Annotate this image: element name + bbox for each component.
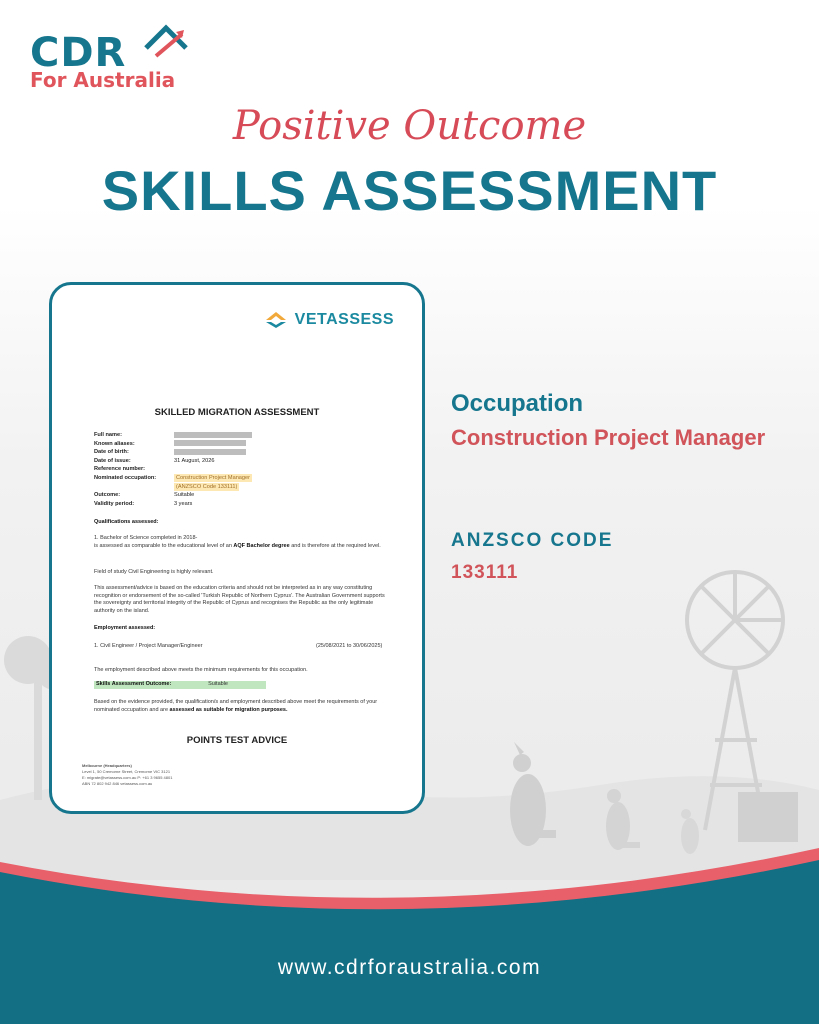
vetassess-mark-icon (265, 311, 287, 329)
field-row: Outcome: Suitable (94, 492, 195, 499)
page-title: SKILLS ASSESSMENT (101, 159, 718, 222)
field-row: Full name: (94, 431, 394, 440)
assessment-document-card (49, 282, 425, 814)
qualification-item: 1. Bachelor of Science completed in 2018- is assessed as comparable to the educational level of an AQF Bachelor degree and is therefore at the required level. (94, 535, 381, 549)
nominated-occupation-value: Construction Project Manager (176, 474, 250, 481)
outcome-row (94, 681, 390, 689)
conclusion-text: Based on the evidence provided, the qualification/s and employment described above meet the requirements of your nominated occupation and are assessed as suitable for migration purposes. (94, 699, 378, 713)
script-subtitle: Positive Outcome (232, 103, 587, 149)
field-row: Known aliases: (94, 440, 394, 449)
field-row: Reference number: (94, 466, 145, 473)
brand-name: CDR (30, 30, 127, 76)
footer-band (0, 840, 819, 1024)
document-footer-address: Melbourne (Headquarters) Level 1, 50 Cremorne Street, Cremorne VIC 3121 E: migrate@vetassess.com.au P: +61 3 9655 4801 ABN 72 802 942 846 vetassess.com.au (82, 763, 173, 786)
water-tank-icon (738, 792, 798, 842)
anzsco-label: ANZSCO CODE (451, 530, 614, 551)
disclaimer-text: This assessment/advice is based on the education criteria and should not be interpreted as in any way constituting recognition or endorsement of the so-called 'Turkish Republic of Northern Cyprus'. The Australian Government supports the sovereignty and territorial integrity of the Republic of Cyprus and recognises the Republic as the only legitimate authority on the island. (94, 585, 385, 614)
redacted-value (174, 449, 246, 455)
field-row: Nominated occupation: Construction Project Manager (94, 474, 250, 481)
brand-logo (30, 22, 190, 92)
redacted-value (174, 440, 246, 446)
field-row (94, 483, 394, 492)
applicant-fields (94, 431, 394, 508)
qualifications-section (94, 519, 390, 527)
employment-meets: The employment described above meets the minimum requirements for this occupation. (94, 667, 308, 673)
redacted-value (174, 432, 252, 438)
occupation-info (451, 390, 781, 453)
website-url[interactable]: www.cdrforaustralia.com (277, 956, 542, 979)
field-row: Date of birth: (94, 448, 394, 457)
employment-heading: Employment assessed: (94, 625, 156, 631)
points-test-heading: POINTS TEST ADVICE (186, 735, 288, 746)
field-of-study: Field of study Civil Engineering is highly relevant. (94, 569, 214, 575)
occupation-label: Occupation (451, 390, 584, 417)
anzsco-value: 133111 (451, 562, 519, 583)
document-heading: SKILLED MIGRATION ASSESSMENT (154, 407, 320, 418)
house-arrow-icon (142, 22, 190, 66)
field-row: Date of issue: 31 August, 2026 (94, 457, 215, 464)
vetassess-logo (265, 311, 394, 329)
outcome-highlight: Skills Assessment Outcome: Suitable (94, 681, 266, 689)
brand-tagline: For Australia (30, 68, 176, 92)
field-row: Validity period: 3 years (94, 500, 193, 507)
vetassess-logo-text: VETASSESS (294, 311, 394, 328)
anzsco-code-value: (ANZSCO Code 133111) (176, 483, 238, 490)
qualifications-heading: Qualifications assessed: (94, 519, 159, 525)
occupation-value: Construction Project Manager (451, 425, 766, 450)
employment-item: 1. Civil Engineer / Project Manager/Engineer (25/08/2021 to 30/06/2025) (94, 643, 383, 649)
